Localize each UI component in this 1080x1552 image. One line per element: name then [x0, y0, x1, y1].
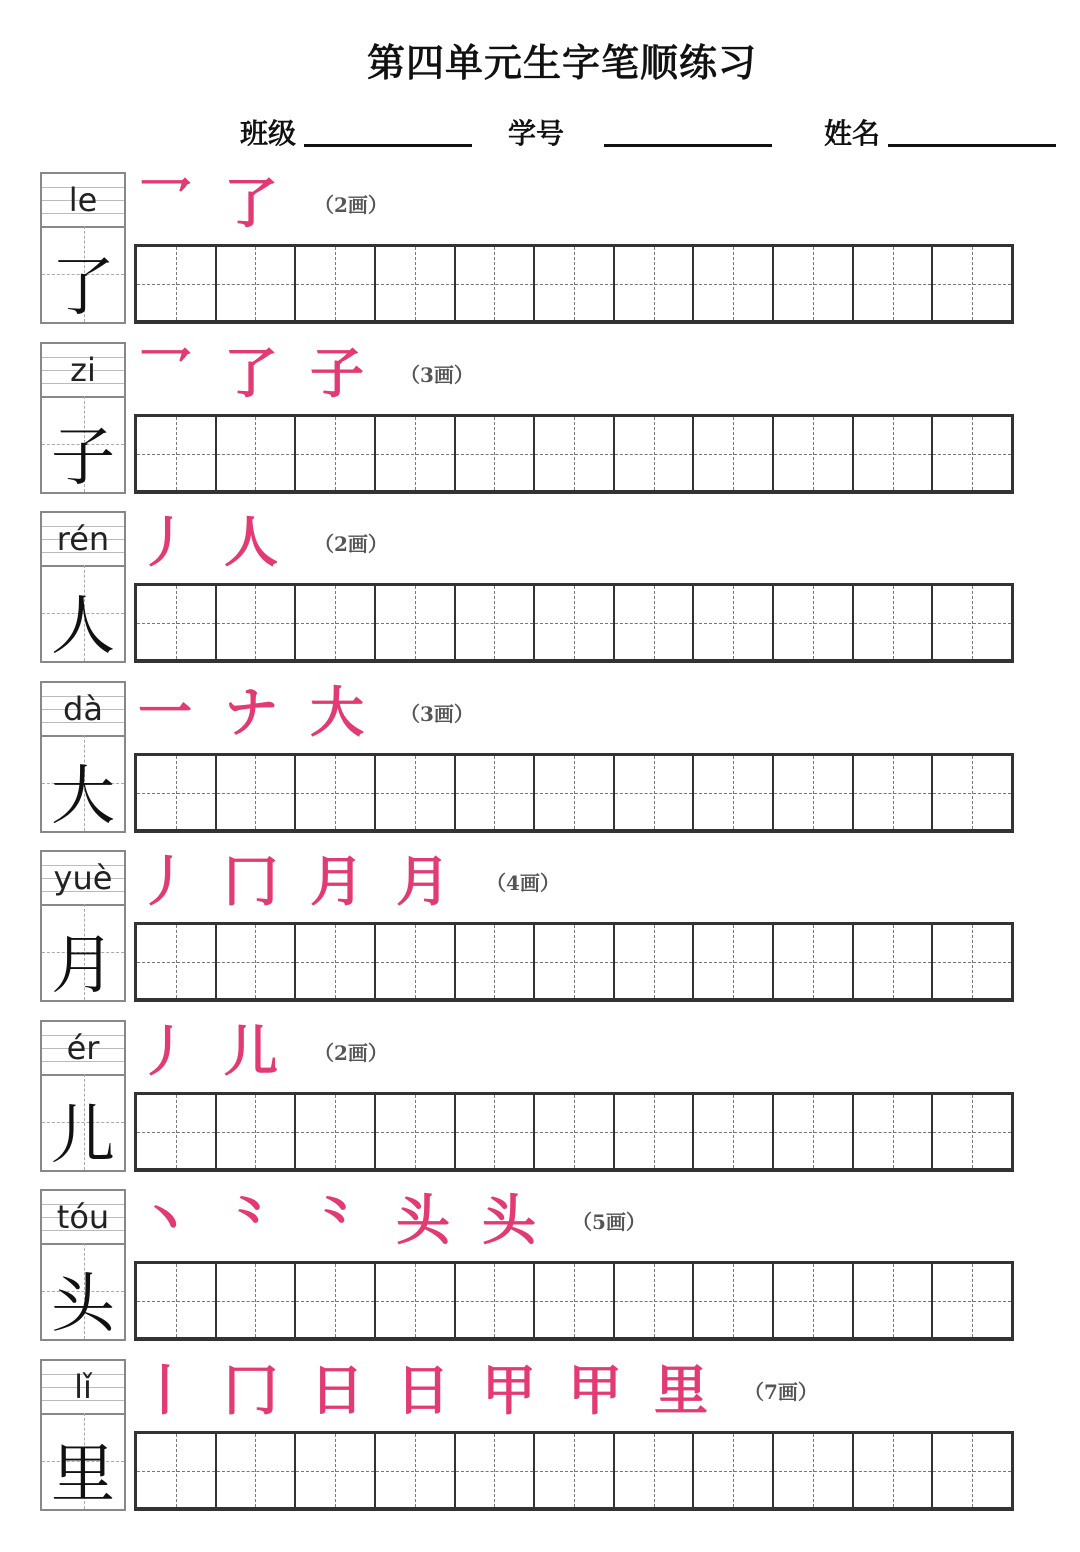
stroke-step: 子 [310, 341, 364, 405]
reference-box [40, 1359, 126, 1511]
practice-cell[interactable] [615, 1434, 695, 1507]
name-field[interactable] [888, 144, 1056, 147]
practice-cell[interactable] [774, 586, 854, 659]
class-field[interactable] [304, 144, 472, 147]
stroke-count: （4画） [486, 870, 560, 895]
practice-cell[interactable] [296, 925, 376, 998]
model-character: 月 [51, 929, 115, 1003]
practice-cell[interactable] [933, 1264, 1011, 1337]
guide-line [574, 1264, 575, 1337]
stroke-order [138, 681, 474, 743]
practice-cell[interactable] [933, 417, 1011, 490]
guide-line [255, 417, 256, 490]
guide-line [415, 417, 416, 490]
guide-line [335, 586, 336, 659]
guide-line [654, 925, 655, 998]
guide-line [335, 925, 336, 998]
reference-box [40, 850, 126, 1002]
practice-cell[interactable] [933, 586, 1011, 659]
guide-line [574, 756, 575, 829]
practice-cell[interactable] [137, 1434, 217, 1507]
reference-box [40, 681, 126, 833]
practice-cell[interactable] [535, 247, 615, 320]
stroke-step: 月 [396, 849, 450, 913]
pinyin-label: tóu [56, 1198, 110, 1236]
stroke-step: 丨 [138, 1358, 192, 1422]
character-row-tóu [40, 1189, 1020, 1347]
practice-cell[interactable] [137, 417, 217, 490]
stroke-step: 人 [224, 510, 278, 574]
guide-line [893, 417, 894, 490]
stroke-step: 日 [396, 1358, 450, 1422]
guide-line [176, 247, 177, 320]
practice-cell[interactable] [694, 1264, 774, 1337]
guide-line [255, 1434, 256, 1507]
practice-cell[interactable] [376, 247, 456, 320]
guide-line [415, 247, 416, 320]
practice-cell[interactable] [376, 586, 456, 659]
practice-cell[interactable] [217, 586, 297, 659]
guide-line [415, 756, 416, 829]
practice-cell[interactable] [456, 247, 536, 320]
practice-cell[interactable] [854, 925, 934, 998]
practice-cell[interactable] [217, 1264, 297, 1337]
guide-line [813, 925, 814, 998]
guide-line [335, 1434, 336, 1507]
guide-line [415, 925, 416, 998]
guide-line [335, 417, 336, 490]
guide-line [813, 1434, 814, 1507]
character-row-yuè [40, 850, 1020, 1008]
stroke-count: （7画） [744, 1379, 818, 1404]
hanzi-box [42, 1243, 124, 1342]
guide-line [255, 586, 256, 659]
practice-cell[interactable] [933, 756, 1011, 829]
stroke-step: 头 [396, 1188, 450, 1252]
worksheet-title: 第四单元生字笔顺练习 [366, 40, 757, 85]
hanzi-box [42, 904, 124, 1003]
practice-cell[interactable] [774, 1264, 854, 1337]
practice-cell[interactable] [456, 1095, 536, 1168]
guide-line [255, 756, 256, 829]
guide-line [574, 925, 575, 998]
pinyin-label: le [68, 181, 98, 219]
stroke-order [138, 511, 388, 573]
practice-cell[interactable] [456, 756, 536, 829]
stroke-step: 了 [224, 341, 278, 405]
practice-cell[interactable] [137, 247, 217, 320]
guide-line [415, 1095, 416, 1168]
model-character: 人 [51, 590, 115, 664]
stroke-step: 甲 [482, 1358, 536, 1422]
guide-line [972, 925, 973, 998]
practice-cell[interactable] [217, 1095, 297, 1168]
practice-grid [134, 922, 1014, 1002]
pinyin-label: ér [66, 1029, 100, 1067]
practice-cell[interactable] [615, 417, 695, 490]
practice-cell[interactable] [615, 756, 695, 829]
reference-box [40, 1020, 126, 1172]
guide-line [176, 756, 177, 829]
stroke-count: （2画） [314, 1040, 388, 1065]
practice-cell[interactable] [535, 1095, 615, 1168]
stroke-order [138, 850, 560, 912]
number-label: 学号 [508, 117, 565, 150]
pinyin-box [42, 852, 124, 906]
practice-cell[interactable] [296, 247, 376, 320]
pinyin-label: yuè [53, 859, 113, 897]
practice-cell[interactable] [933, 247, 1011, 320]
hanzi-box [42, 565, 124, 664]
practice-cell[interactable] [217, 925, 297, 998]
practice-grid [134, 753, 1014, 833]
practice-grid [134, 583, 1014, 663]
guide-line [255, 925, 256, 998]
stroke-step: 乛 [138, 171, 192, 235]
character-row-le [40, 172, 1020, 330]
stroke-step: 丿 [138, 1019, 192, 1083]
stroke-step: ナ [224, 680, 278, 744]
stroke-step: ⺀ [224, 1188, 278, 1252]
practice-cell[interactable] [535, 1434, 615, 1507]
student-info [0, 108, 1080, 150]
practice-cell[interactable] [615, 247, 695, 320]
practice-cell[interactable] [774, 1095, 854, 1168]
guide-line [733, 247, 734, 320]
practice-cell[interactable] [376, 417, 456, 490]
guide-line [893, 586, 894, 659]
stroke-step: 月 [310, 849, 364, 913]
guide-line [255, 1095, 256, 1168]
practice-cell[interactable] [694, 1095, 774, 1168]
guide-line [813, 756, 814, 829]
guide-line [176, 417, 177, 490]
guide-line [972, 756, 973, 829]
practice-grid [134, 1092, 1014, 1172]
practice-cell[interactable] [296, 1264, 376, 1337]
pinyin-label: dà [63, 690, 103, 728]
stroke-step: 冂 [224, 1358, 278, 1422]
practice-cell[interactable] [535, 756, 615, 829]
reference-box [40, 511, 126, 663]
stroke-step: 头 [482, 1188, 536, 1252]
guide-line [654, 1434, 655, 1507]
practice-cell[interactable] [933, 1095, 1011, 1168]
practice-cell[interactable] [217, 417, 297, 490]
practice-cell[interactable] [933, 925, 1011, 998]
guide-line [654, 1095, 655, 1168]
guide-line [972, 586, 973, 659]
practice-cell[interactable] [137, 586, 217, 659]
guide-line [813, 247, 814, 320]
practice-cell[interactable] [774, 756, 854, 829]
practice-cell[interactable] [535, 1264, 615, 1337]
guide-line [733, 417, 734, 490]
practice-cell[interactable] [774, 247, 854, 320]
practice-cell[interactable] [137, 925, 217, 998]
practice-cell[interactable] [854, 417, 934, 490]
guide-line [813, 1264, 814, 1337]
character-row-ér [40, 1020, 1020, 1178]
guide-line [415, 1434, 416, 1507]
guide-line [335, 1095, 336, 1168]
hanzi-box [42, 1074, 124, 1173]
stroke-step: 了 [224, 171, 278, 235]
reference-box [40, 342, 126, 494]
practice-cell[interactable] [854, 247, 934, 320]
stroke-order [138, 1020, 388, 1082]
practice-cell[interactable] [456, 1434, 536, 1507]
stroke-order [138, 1359, 818, 1421]
guide-line [176, 1264, 177, 1337]
model-character: 子 [51, 421, 115, 495]
practice-cell[interactable] [854, 586, 934, 659]
stroke-count: （3画） [400, 362, 474, 387]
guide-line [972, 417, 973, 490]
guide-line [574, 1095, 575, 1168]
guide-line [733, 1095, 734, 1168]
guide-line [972, 1434, 973, 1507]
pinyin-label: lǐ [74, 1368, 92, 1406]
practice-cell[interactable] [296, 1095, 376, 1168]
stroke-order [138, 1189, 646, 1251]
guide-line [813, 586, 814, 659]
practice-cell[interactable] [296, 417, 376, 490]
practice-cell[interactable] [376, 1095, 456, 1168]
practice-cell[interactable] [296, 586, 376, 659]
practice-cell[interactable] [854, 756, 934, 829]
stroke-step: 日 [310, 1358, 364, 1422]
model-character: 大 [51, 760, 115, 834]
pinyin-box [42, 513, 124, 567]
model-character: 头 [51, 1268, 115, 1342]
stroke-count: （2画） [314, 531, 388, 556]
hanzi-box [42, 396, 124, 495]
guide-line [335, 1264, 336, 1337]
guide-line [654, 247, 655, 320]
character-row-lǐ [40, 1359, 1020, 1517]
stroke-step: 丿 [138, 849, 192, 913]
guide-line [574, 1434, 575, 1507]
practice-cell[interactable] [694, 247, 774, 320]
practice-cell[interactable] [217, 247, 297, 320]
guide-line [893, 925, 894, 998]
practice-cell[interactable] [694, 756, 774, 829]
guide-line [733, 1264, 734, 1337]
practice-cell[interactable] [774, 1434, 854, 1507]
practice-grid [134, 414, 1014, 494]
character-row-rén [40, 511, 1020, 669]
guide-line [813, 417, 814, 490]
practice-cell[interactable] [694, 925, 774, 998]
guide-line [893, 1434, 894, 1507]
stroke-order [138, 342, 474, 404]
guide-line [494, 1434, 495, 1507]
pinyin-box [42, 174, 124, 228]
practice-cell[interactable] [854, 1095, 934, 1168]
stroke-count: （2画） [314, 192, 388, 217]
guide-line [494, 1264, 495, 1337]
practice-grid [134, 1261, 1014, 1341]
practice-cell[interactable] [933, 1434, 1011, 1507]
practice-cell[interactable] [217, 1434, 297, 1507]
guide-line [494, 756, 495, 829]
practice-cell[interactable] [535, 417, 615, 490]
guide-line [654, 417, 655, 490]
guide-line [335, 756, 336, 829]
hanzi-box [42, 735, 124, 834]
practice-cell[interactable] [535, 586, 615, 659]
practice-cell[interactable] [217, 756, 297, 829]
practice-cell[interactable] [376, 925, 456, 998]
guide-line [654, 1264, 655, 1337]
practice-cell[interactable] [137, 1095, 217, 1168]
guide-line [255, 247, 256, 320]
guide-line [494, 586, 495, 659]
guide-line [893, 756, 894, 829]
practice-cell[interactable] [694, 586, 774, 659]
guide-line [176, 586, 177, 659]
practice-grid [134, 244, 1014, 324]
hanzi-box [42, 226, 124, 325]
guide-line [654, 586, 655, 659]
guide-line [574, 417, 575, 490]
practice-cell[interactable] [376, 756, 456, 829]
practice-cell[interactable] [615, 925, 695, 998]
practice-cell[interactable] [137, 1264, 217, 1337]
pinyin-box [42, 683, 124, 737]
practice-cell[interactable] [456, 586, 536, 659]
guide-line [255, 1264, 256, 1337]
reference-box [40, 1189, 126, 1341]
guide-line [494, 1095, 495, 1168]
practice-cell[interactable] [296, 1434, 376, 1507]
pinyin-box [42, 1022, 124, 1076]
guide-line [415, 1264, 416, 1337]
model-character: 儿 [51, 1099, 115, 1173]
hanzi-box [42, 1413, 124, 1512]
stroke-step: 大 [310, 680, 364, 744]
model-character: 里 [51, 1438, 115, 1512]
character-row-dà [40, 681, 1020, 839]
character-row-zi [40, 342, 1020, 500]
guide-line [733, 586, 734, 659]
pinyin-label: zi [70, 351, 96, 389]
guide-line [893, 1095, 894, 1168]
guide-line [733, 1434, 734, 1507]
class-label: 班级 [240, 117, 297, 150]
practice-cell[interactable] [774, 417, 854, 490]
stroke-step: 乛 [138, 341, 192, 405]
practice-cell[interactable] [376, 1434, 456, 1507]
reference-box [40, 172, 126, 324]
pinyin-box [42, 1191, 124, 1245]
guide-line [494, 247, 495, 320]
practice-cell[interactable] [535, 925, 615, 998]
stroke-step: 一 [138, 680, 192, 744]
practice-cell[interactable] [615, 1095, 695, 1168]
practice-cell[interactable] [296, 756, 376, 829]
practice-cell[interactable] [615, 586, 695, 659]
pinyin-box [42, 344, 124, 398]
guide-line [813, 1095, 814, 1168]
stroke-step: 冂 [224, 849, 278, 913]
stroke-step: 甲 [568, 1358, 622, 1422]
practice-cell[interactable] [854, 1434, 934, 1507]
practice-cell[interactable] [456, 1264, 536, 1337]
practice-cell[interactable] [854, 1264, 934, 1337]
stroke-step: ⺀ [310, 1188, 364, 1252]
pinyin-box [42, 1361, 124, 1415]
stroke-step: 儿 [224, 1019, 278, 1083]
guide-line [176, 925, 177, 998]
guide-line [733, 925, 734, 998]
practice-grid [134, 1431, 1014, 1511]
practice-cell[interactable] [615, 1264, 695, 1337]
stroke-count: （5画） [572, 1209, 646, 1234]
practice-cell[interactable] [376, 1264, 456, 1337]
practice-cell[interactable] [694, 417, 774, 490]
practice-cell[interactable] [456, 925, 536, 998]
practice-cell[interactable] [137, 756, 217, 829]
guide-line [574, 586, 575, 659]
guide-line [893, 247, 894, 320]
stroke-step: 丶 [138, 1188, 192, 1252]
guide-line [972, 247, 973, 320]
guide-line [893, 1264, 894, 1337]
guide-line [176, 1095, 177, 1168]
stroke-count: （3画） [400, 701, 474, 726]
guide-line [494, 925, 495, 998]
guide-line [415, 586, 416, 659]
pinyin-label: rén [56, 520, 110, 558]
guide-line [574, 247, 575, 320]
model-character: 了 [51, 251, 115, 325]
number-field[interactable] [604, 144, 772, 147]
guide-line [176, 1434, 177, 1507]
guide-line [654, 756, 655, 829]
practice-cell[interactable] [774, 925, 854, 998]
name-label: 姓名 [824, 117, 881, 150]
guide-line [494, 417, 495, 490]
guide-line [733, 756, 734, 829]
practice-cell[interactable] [456, 417, 536, 490]
stroke-step: 里 [654, 1358, 708, 1422]
practice-cell[interactable] [694, 1434, 774, 1507]
guide-line [335, 247, 336, 320]
guide-line [972, 1095, 973, 1168]
guide-line [972, 1264, 973, 1337]
stroke-order [138, 172, 388, 234]
stroke-step: 丿 [138, 510, 192, 574]
